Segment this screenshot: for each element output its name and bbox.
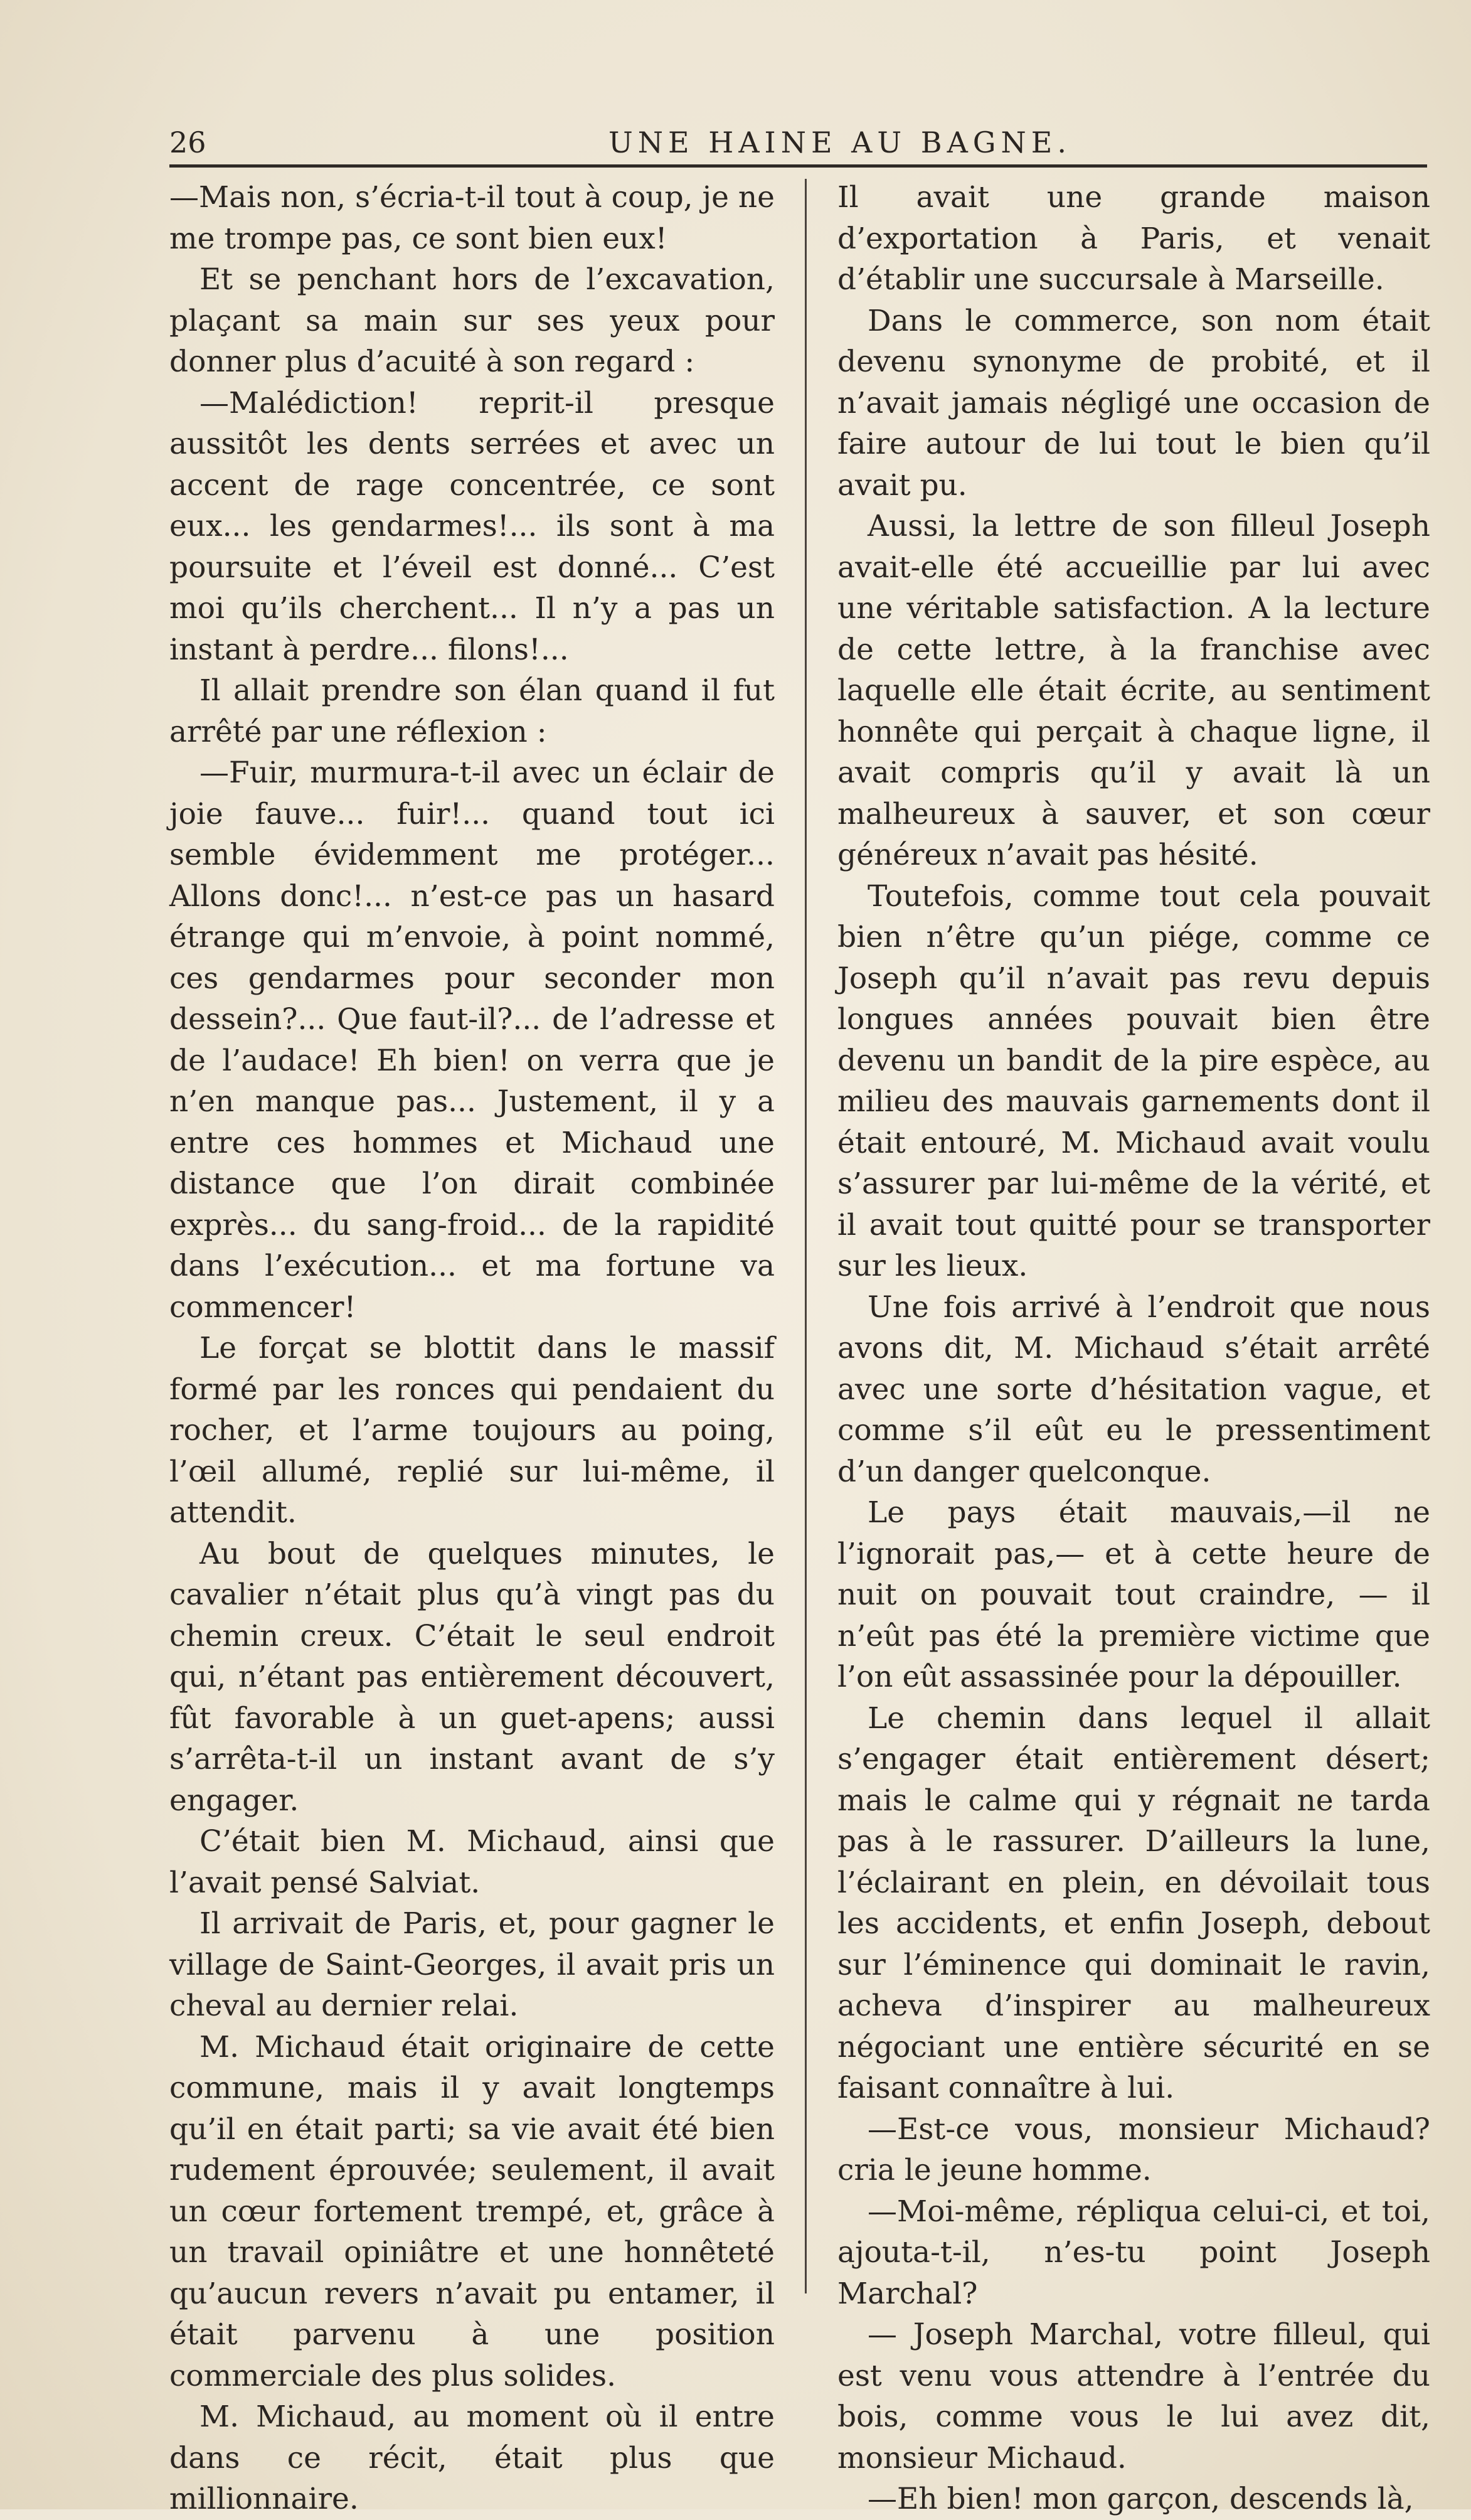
left-column [169, 177, 775, 2520]
paragraph: M. Michaud, au moment où il entre dans ce récit, était plus que millionnaire. [169, 2400, 775, 2516]
paragraph: —Moi-même, répliqua celui-ci, et toi, ajouta-t-il, n’es-tu point Joseph Marchal? [837, 2194, 1430, 2311]
column-divider [805, 179, 807, 2293]
paragraph: M. Michaud était originaire de cette commune, mais il y avait longtemps qu’il en était parti; sa vie avait été bien rudement éprouvée; seulement, il avait un cœur fortement trempé, et, grâce à un travail opiniâtre et une honnêteté qu’aucun revers n’avait pu entamer, il était parvenu à une position commerciale des plus solides. [169, 2029, 775, 2393]
paragraph: —Est-ce vous, monsieur Michaud? cria le jeune homme. [837, 2112, 1430, 2187]
header-rule [169, 164, 1427, 168]
page-number: 26 [169, 125, 206, 159]
paragraph: Le chemin dans lequel il allait s’engager était entièrement désert; mais le calme qui y régnait ne tarda pas à le rassurer. D’ailleurs la lune, l’éclairant en plein, en dévoilait tous les accidents, et enfin Joseph, debout sur l’éminence qui dominait le ravin, acheva d’inspirer au malheureux négociant une entière sécurité en se faisant connaître à lui. [837, 1700, 1430, 2105]
paragraph: Aussi, la lettre de son filleul Joseph avait-elle été accueillie par lui avec une véritable satisfaction. A la lecture de cette lettre, à la franchise avec laquelle elle était écrite, au sentiment honnête qui perçait à chaque ligne, il avait compris qu’il y avait là un malheureux à sauver, et son cœur généreux n’avait pas hésité. [837, 509, 1430, 872]
running-title: UNE HAINE AU BAGNE. [608, 125, 1072, 159]
paragraph: C’était bien M. Michaud, ainsi que l’avait pensé Salviat. [169, 1824, 775, 1900]
paragraph: Il allait prendre son élan quand il fut arrêté par une réflexion : [169, 673, 775, 749]
paragraph: Le pays était mauvais,—il ne l’ignorait pas,— et à cette heure de nuit on pouvait tout craindre, — il n’eût pas été la première victime que l’on eût assassinée pour la dépouiller. [837, 1495, 1430, 1694]
paragraph: —Malédiction! reprit-il presque aussitôt les dents serrées et avec un accent de rage concentrée, ce sont eux... les gendarmes!... ils sont à ma poursuite et l’éveil est donné... C’est moi qu’ils cherchent... Il n’y a pas un instant à perdre... filons!... [169, 385, 775, 667]
paragraph: Il arrivait de Paris, et, pour gagner le village de Saint-Georges, il avait pris un cheval au dernier relai. [169, 1906, 775, 2023]
paragraph: Toutefois, comme tout cela pouvait bien n’être qu’un piége, comme ce Joseph qu’il n’avait pas revu depuis longues années pouvait bien être devenu un bandit de la pire espèce, au milieu des mauvais garnements dont il était entouré, M. Michaud avait voulu s’assurer par lui-même de la vérité, et il avait tout quitté pour se transporter sur les lieux. [837, 878, 1430, 1283]
running-head [169, 125, 1411, 169]
paragraph: Et se penchant hors de l’excavation, plaçant sa main sur ses yeux pour donner plus d’acuité à son regard : [169, 262, 775, 379]
right-column [837, 177, 1430, 2520]
paragraph: Dans le commerce, son nom était devenu synonyme de probité, et il n’avait jamais négligé une occasion de faire autour de lui tout le bien qu’il avait pu. [837, 303, 1430, 503]
paragraph: — Joseph Marchal, votre filleul, qui est venu vous attendre à l’entrée du bois, comme vous le lui avez dit, monsieur Michaud. [837, 2317, 1430, 2475]
paragraph: Le forçat se blottit dans le massif formé par les ronces qui pendaient du rocher, et l’arme toujours au poing, l’œil allumé, replié sur lui-même, il attendit. [169, 1331, 775, 1530]
paragraph: —Fuir, murmura-t-il avec un éclair de joie fauve... fuir!... quand tout ici semble évidemment me protéger... Allons donc!... n’est-ce pas un hasard étrange qui m’envoie, à point nommé, ces gendarmes pour seconder mon dessein?... Que faut-il?... de l’adresse et de l’audace! Eh bien! on verra que je n’en manque pas... Justement, il y a entre ces hommes et Michaud une distance que l’on dirait combinée exprès... du sang-froid... de la rapidité dans l’exécution... et ma fortune va commencer! [169, 755, 775, 1325]
paragraph: —Eh bien! mon garçon, descends là, [868, 2482, 1414, 2516]
paragraph: Au bout de quelques minutes, le cavalier n’était plus qu’à vingt pas du chemin creux. C’était le seul endroit qui, n’étant pas entièrement découvert, fût favorable à un guet-apens; aussi s’arrêta-t-il un instant avant de s’y engager. [169, 1536, 775, 1818]
paragraph: Une fois arrivé à l’endroit que nous avons dit, M. Michaud s’était arrêté avec une sorte d’hésitation vague, et comme s’il eût eu le pressentiment d’un danger quelconque. [837, 1289, 1430, 1489]
paragraph: Il avait une grande maison d’exportation à Paris, et venait d’établir une succursale à Marseille. [837, 180, 1430, 297]
paragraph: —Mais non, s’écria-t-il tout à coup, je ne me trompe pas, ce sont bien eux! [169, 180, 775, 256]
